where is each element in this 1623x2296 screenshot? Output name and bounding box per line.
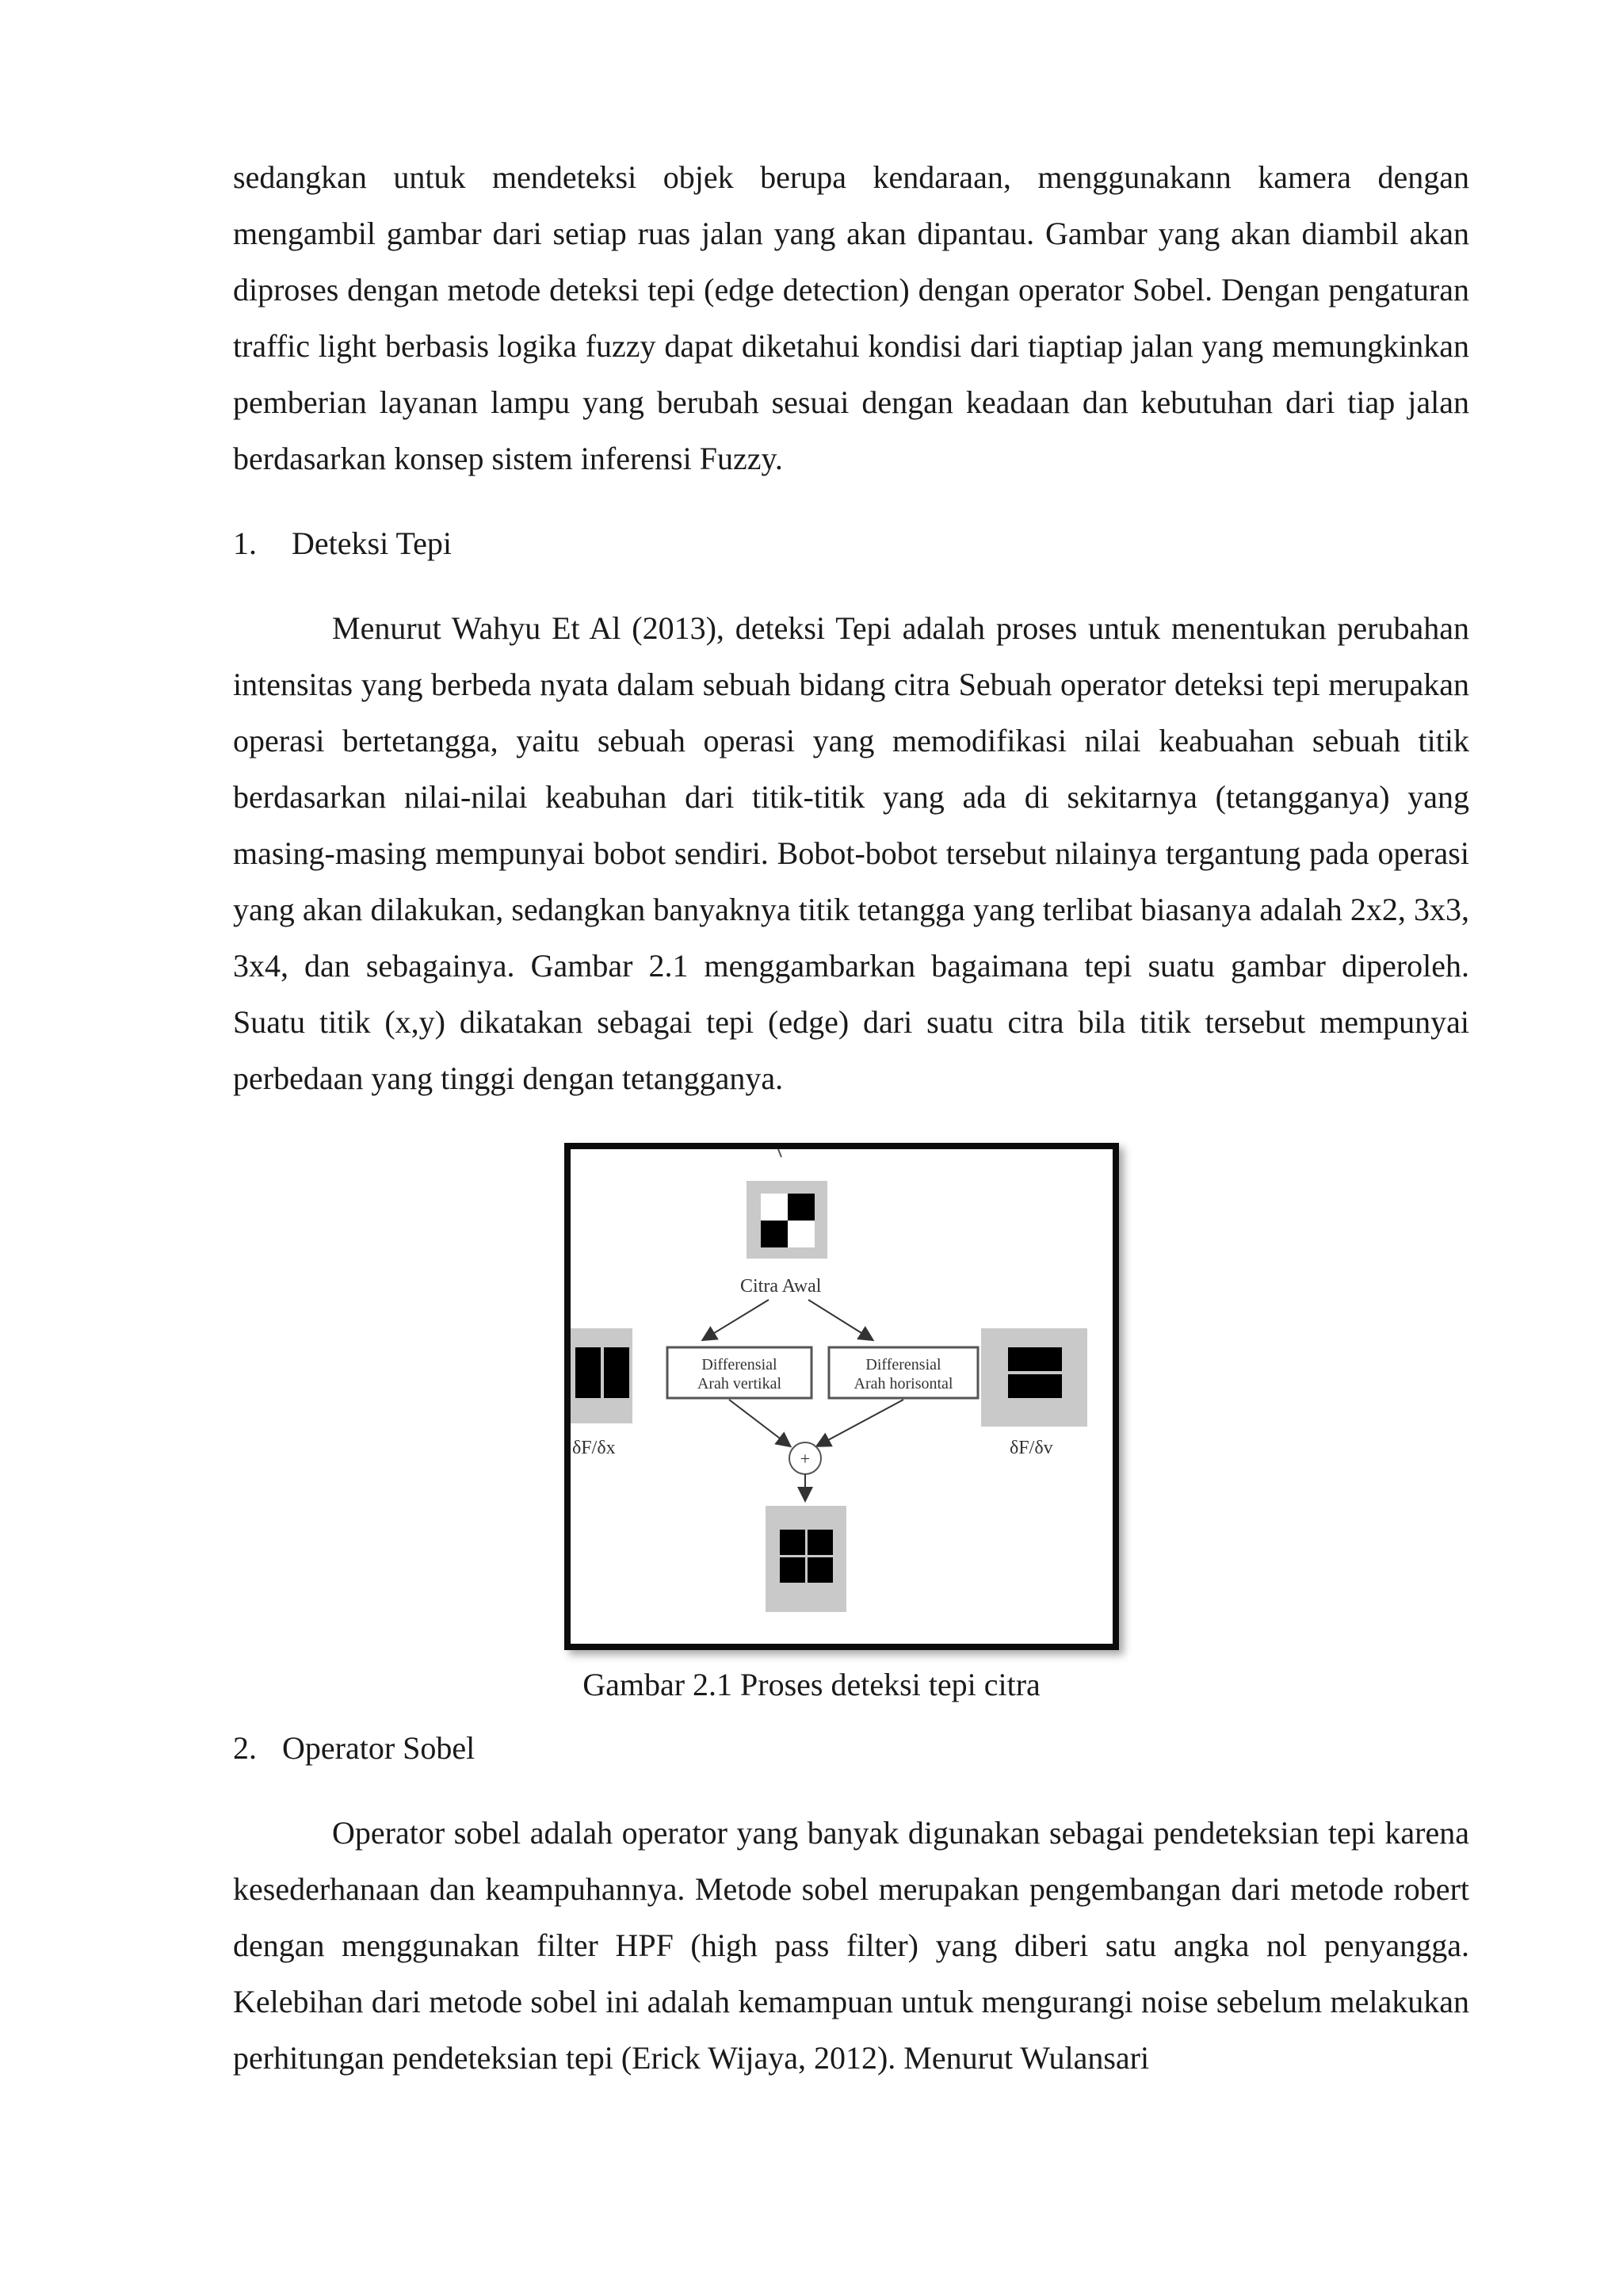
section-2 — [233, 1720, 1469, 2086]
sum-symbol: + — [800, 1449, 811, 1469]
arrow-horizontal-to-sum — [818, 1400, 903, 1446]
vertical-box-line1: Differensial — [701, 1356, 777, 1373]
dfdx-label: δF/δx — [572, 1438, 616, 1458]
section-2-number: 2. — [233, 1730, 257, 1766]
section-2-title: Operator Sobel — [282, 1730, 475, 1766]
horizontal-box-line1: Differensial — [865, 1356, 941, 1373]
vertical-box-line2: Arah vertikal — [697, 1375, 782, 1392]
section-1-title: Deteksi Tepi — [292, 525, 452, 561]
figure-frame — [564, 1143, 1119, 1650]
section-1-heading — [233, 515, 1469, 571]
original-image-label: Citra Awal — [740, 1276, 822, 1297]
vertical-edge-thumbnail — [571, 1328, 632, 1423]
horizontal-differential-box — [829, 1347, 978, 1398]
figure-edge-detection — [564, 1143, 1119, 1650]
dfdv-label: δF/δv — [1010, 1438, 1053, 1458]
top-tick-mark — [778, 1149, 781, 1157]
section-1-paragraph: Menurut Wahyu Et Al (2013), deteksi Tepi adalah proses untuk menentukan perubahan intensitas yang berbeda nyata dalam sebuah bidang citra Sebuah operator deteksi tepi merupakan operasi bertetangga, yaitu sebuah operasi yang memodifikasi nilai keabuahan sebuah titik berdasarkan nilai-nilai keabuhan dari titik-titik yang ada di sekitarnya (tetangganya) yang masing-masing mempunyai bobot sendiri. Bobot-bobot tersebut nilainya tergantung pada operasi yang akan dilakukan, sedangkan banyaknya titik tetangga yang terlibat biasanya adalah 2x2, 3x3, 3x4, dan sebagainya. Gambar 2.1 menggambarkan bagaimana tepi suatu gambar diperoleh. Suatu titik (x,y) dikatakan sebagai tepi (edge) dari suatu citra bila titik tersebut mempunyai perbedaan yang tinggi dengan tetangganya. — [233, 610, 1469, 1096]
horizontal-box-line2: Arah horisontal — [854, 1375, 953, 1392]
section-1-number: 1. — [233, 525, 257, 561]
figure-diagram — [571, 1149, 1113, 1644]
page-body — [233, 149, 1469, 1106]
arrow-to-vertical — [704, 1300, 769, 1339]
section-2-heading — [233, 1720, 1469, 1776]
sum-node — [789, 1442, 821, 1474]
vertical-differential-box — [667, 1347, 812, 1398]
arrow-to-horizontal — [808, 1300, 872, 1339]
original-image-thumbnail — [747, 1181, 827, 1259]
result-edge-thumbnail — [766, 1506, 846, 1612]
arrow-vertical-to-sum — [729, 1400, 789, 1446]
section-2-paragraph: Operator sobel adalah operator yang banyak digunakan sebagai pendeteksian tepi karena kesederhanaan dan keampuhannya. Metode sobel merupakan pengembangan dari metode robert dengan menggunakan filter HPF (high pass filter) yang diberi satu angka nol penyangga. Kelebihan dari metode sobel ini adalah kemampuan untuk mengurangi noise sebelum melakukan perhitungan pendeteksian tepi (Erick Wijaya, 2012). Menurut Wulansari — [233, 1815, 1469, 2076]
horizontal-edge-thumbnail — [981, 1328, 1087, 1427]
intro-paragraph: sedangkan untuk mendeteksi objek berupa kendaraan, menggunakann kamera dengan mengambil gambar dari setiap ruas jalan yang akan dipantau. Gambar yang akan diambil akan diproses dengan metode deteksi tepi (edge detection) dengan operator Sobel. Dengan pengaturan traffic light berbasis logika fuzzy dapat diketahui kondisi dari tiaptiap jalan yang memungkinkan pemberian layanan lampu yang berubah sesuai dengan keadaan dan kebutuhan dari tiap jalan berdasarkan konsep sistem inferensi Fuzzy. — [233, 159, 1469, 476]
figure-caption: Gambar 2.1 Proses deteksi tepi citra — [582, 1667, 1041, 1702]
